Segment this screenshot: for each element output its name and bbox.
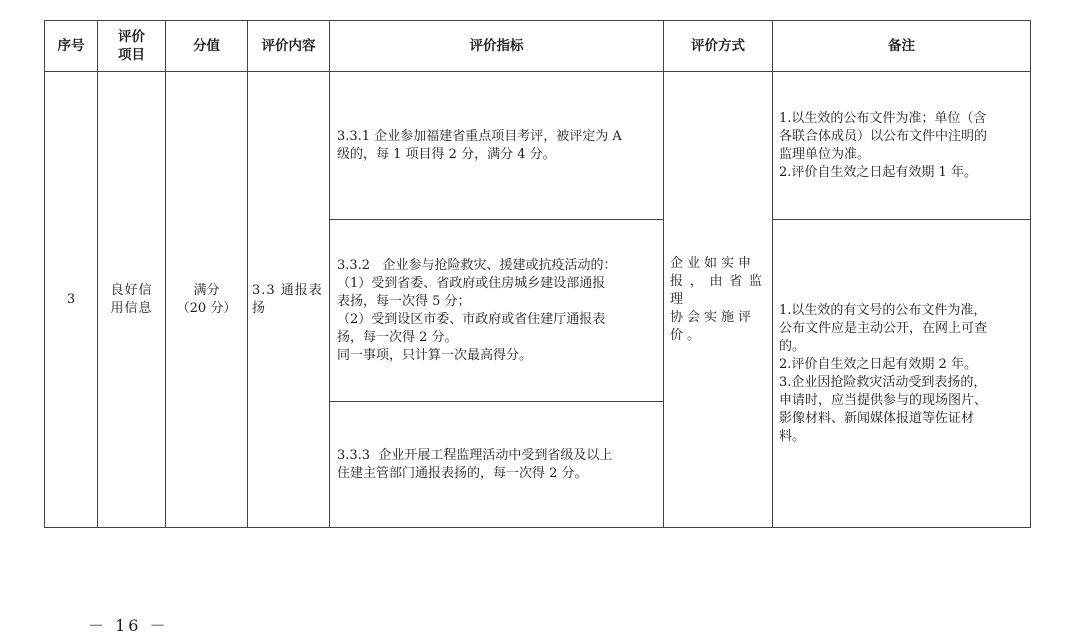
- header-method: 评价方式: [664, 21, 773, 72]
- cell-indicator-3-3-2: 3.3.2 企业参与抢险救灾、援建或抗疫活动的： （1）受到省委、省政府或住房城乡建设部通报 表扬，每一次得 5 分； （2）受到设区市委、市政府或省住建厅通报表 扬，每一次得 2 分。 同一事项，只计算一次最高得分。: [330, 220, 664, 402]
- header-content: 评价内容: [248, 21, 330, 72]
- header-item: 评价 项目: [98, 21, 166, 72]
- cell-remark-2: 1.以生效的有文号的公布文件为准， 公布文件应是主动公开，在网上可查 的。 2.评价自生效之日起有效期 2 年。 3.企业因抢险救灾活动受到表扬的， 申请时，应当提供参与的现场图片、 影像材料、新闻媒体报道等佐证材 料。: [773, 220, 1031, 528]
- header-seq: 序号: [45, 21, 98, 72]
- cell-indicator-3-3-1: 3.3.1 企业参加福建省重点项目考评，被评定为 A 级的，每 1 项目得 2 分，满分 4 分。: [330, 72, 664, 220]
- header-indicator: 评价指标: [330, 21, 664, 72]
- evaluation-table: [44, 20, 1031, 528]
- table-row: [45, 72, 1031, 220]
- cell-content: 3.3 通报表 扬: [248, 72, 330, 528]
- cell-method: 企业如实申 报，由省监理 协会实施评 价。: [664, 72, 773, 528]
- header-remark: 备注: [773, 21, 1031, 72]
- cell-score: 满分 （20 分）: [166, 72, 248, 528]
- header-row: [45, 21, 1031, 72]
- header-score: 分值: [166, 21, 248, 72]
- cell-item: 良好信 用信息: [98, 72, 166, 528]
- page-number: － 16 －: [88, 616, 169, 635]
- cell-seq: 3: [45, 72, 98, 528]
- cell-indicator-3-3-3: 3.3.3 企业开展工程监理活动中受到省级及以上 住建主管部门通报表扬的，每一次得 2 分。: [330, 402, 664, 528]
- cell-remark-1: 1.以生效的公布文件为准；单位（含 各联合体成员）以公布文件中注明的 监理单位为准。 2.评价自生效之日起有效期 1 年。: [773, 72, 1031, 220]
